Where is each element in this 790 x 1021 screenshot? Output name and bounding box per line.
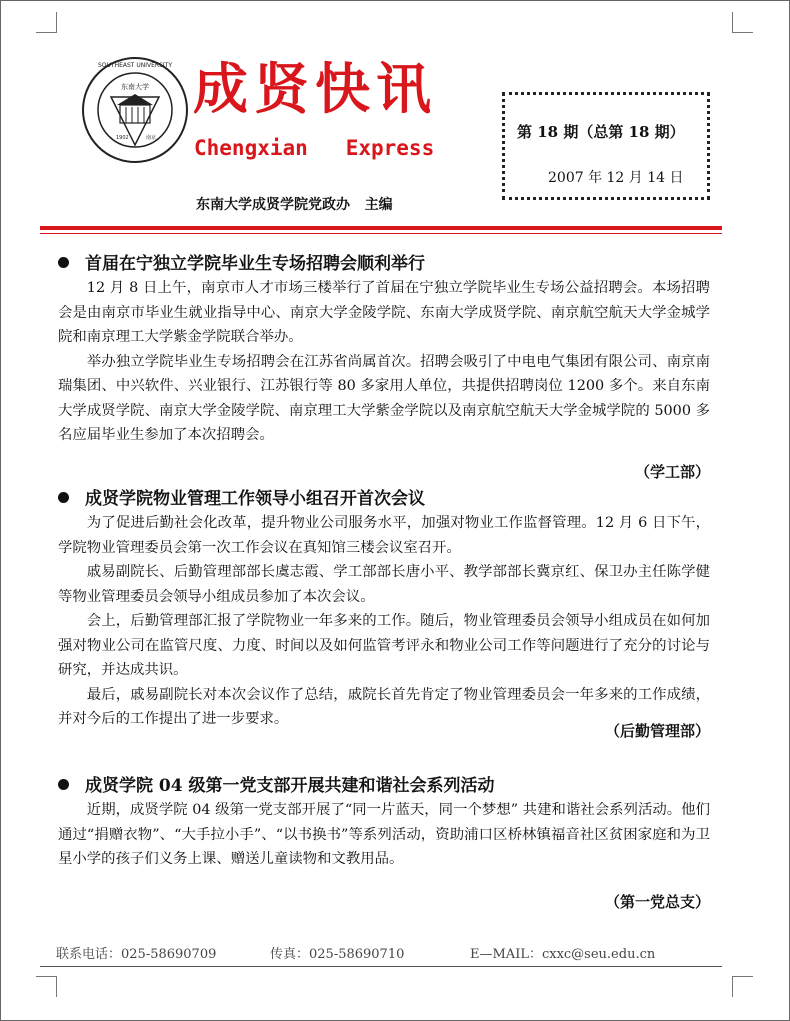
- footer-email: E—MAIL：cxxc@seu.edu.cn: [470, 947, 656, 962]
- svg-text:南京: 南京: [146, 135, 157, 141]
- footer-rule: [40, 966, 722, 967]
- crop-mark-top-left: [36, 12, 57, 33]
- article-source: （第一党总支）: [604, 893, 710, 911]
- newsletter-title-english: Chengxian Express: [194, 136, 435, 160]
- university-seal-logo: [80, 55, 190, 165]
- article-heading: [58, 252, 710, 276]
- crop-mark-bottom-left: [36, 976, 57, 997]
- article-paragraph: 戚易副院长、后勤管理部部长虞志霞、学工部部长唐小平、教学部部长冀京红、保卫办主任陈学健等物业管理委员会领导小组成员参加了本次会议。: [58, 564, 710, 605]
- bullet-icon: [58, 779, 69, 790]
- article-paragraph: 12 月 8 日上午，南京市人才市场三楼举行了首届在宁独立学院毕业生专场公益招聘会。本场招聘会是由南京市毕业生就业指导中心、南京大学金陵学院、东南大学成贤学院、南京航空航天大学金城学院和南京理工大学紫金学院联合举办。: [58, 280, 710, 345]
- article-paragraph: 近期，成贤学院 04 级第一党支部开展了“同一片蓝天，同一个梦想” 共建和谐社会系列活动。他们通过“捐赠衣物”、“大手拉小手”、“以书换书”等系列活动，资助浦口区桥林镇福音社区贫困家庭和为卫星小学的孩子们义务上课、赠送儿童读物和文教用品。: [58, 802, 710, 867]
- header-rule-thin: [40, 233, 722, 234]
- article-heading: [58, 774, 710, 798]
- article-1: [58, 252, 710, 484]
- crop-mark-bottom-right: [732, 976, 753, 997]
- article-heading: [58, 487, 710, 511]
- issue-number: 第 18 期（总第 18 期）: [517, 123, 685, 141]
- article-paragraph: 会上，后勤管理部汇报了学院物业一年多来的工作。随后，物业管理委员会领导小组成员在如何加强对物业公司在监管尺度、力度、时间以及如何监管考评永和物业公司工作等问题进行了充分的讨论与研究，并达成共识。: [58, 613, 710, 678]
- article-title: 首届在宁独立学院毕业生专场招聘会顺利举行: [85, 254, 425, 274]
- article-paragraph: 最后，戚易副院长对本次会议作了总结，戚院长首先肯定了物业管理委员会一年多来的工作成绩，并对今后的工作提出了进一步要求。: [58, 686, 710, 727]
- bullet-icon: [58, 492, 69, 503]
- issue-info-box: [502, 92, 710, 200]
- svg-text:SOUTHEAST UNIVERSITY: SOUTHEAST UNIVERSITY: [98, 62, 172, 69]
- article-source: （学工部）: [634, 463, 710, 481]
- footer-fax: 传真：025-58690710: [270, 947, 405, 962]
- svg-text:东南大学: 东南大学: [121, 83, 149, 91]
- header-rule-thick: [40, 226, 722, 230]
- editor-line: 东南大学成贤学院党政办 主编: [196, 197, 393, 213]
- crop-mark-top-right: [732, 12, 753, 33]
- article-paragraph: 为了促进后勤社会化改革，提升物业公司服务水平，加强对物业工作监督管理。12 月 6 日下午，学院物业管理委员会第一次工作会议在真知馆三楼会议室召开。: [58, 515, 710, 556]
- article-2: [58, 487, 710, 747]
- article-3: [58, 774, 710, 919]
- article-title: 成贤学院 04 级第一党支部开展共建和谐社会系列活动: [85, 776, 495, 796]
- bullet-icon: [58, 257, 69, 268]
- article-source: （后勤管理部）: [604, 722, 710, 740]
- svg-text:1902: 1902: [116, 135, 129, 141]
- issue-date: 2007 年 12 月 14 日: [548, 170, 684, 186]
- newsletter-title: 成贤快讯: [193, 56, 438, 121]
- footer-phone: 联系电话：025-58690709: [56, 947, 217, 962]
- article-title: 成贤学院物业管理工作领导小组召开首次会议: [85, 489, 425, 509]
- article-paragraph: 举办独立学院毕业生专场招聘会在江苏省尚属首次。招聘会吸引了中电电气集团有限公司、南京南瑞集团、中兴软件、兴业银行、江苏银行等 80 多家用人单位，共提供招聘岗位 1200 多个。来自东南大学成贤学院、南京大学金陵学院、南京理工大学紫金学院以及南京航空航天大学金城学院的 5000 多名应届毕业生参加了本次招聘会。: [58, 353, 710, 443]
